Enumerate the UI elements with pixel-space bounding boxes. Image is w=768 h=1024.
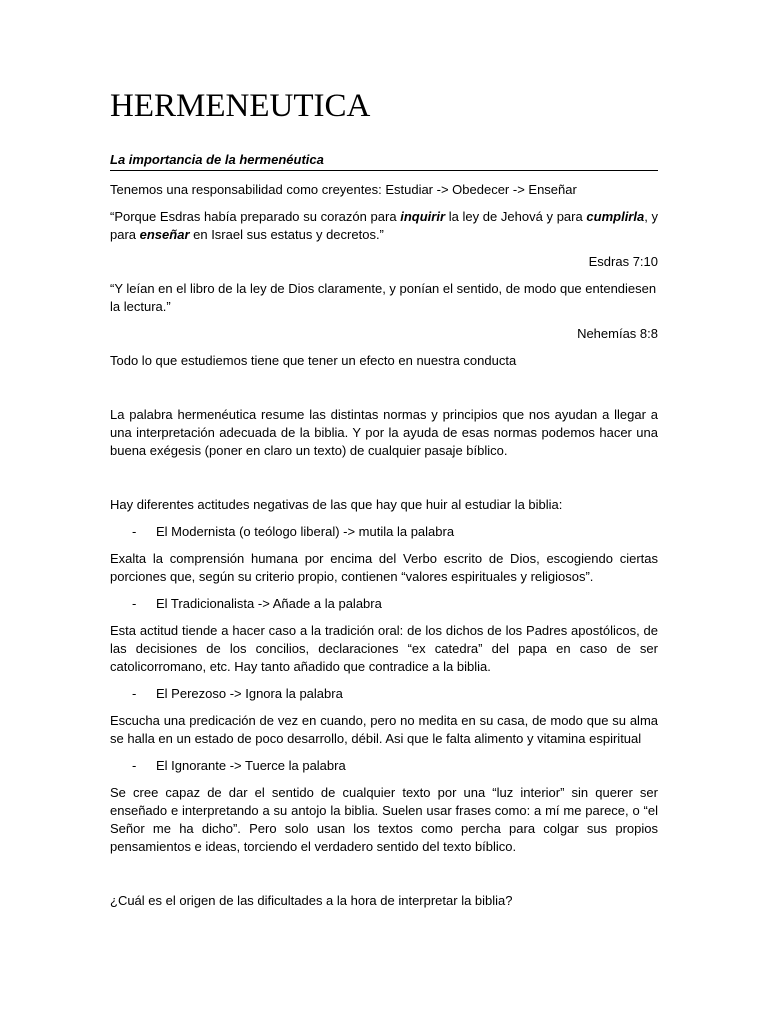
quote-text: en Israel sus estatus y decretos.” [189,227,384,242]
ezra-quote [110,208,658,244]
list-dash: - [132,596,137,611]
section-subtitle: La importancia de la hermenéutica [110,152,658,171]
ignorante-description: Se cree capaz de dar el sentido de cualquier texto por una “luz interior” sin querer ser enseñado e interpretando a su antojo la biblia. Suelen usar frases como: a mí me parece, o “el Señor me ha dicho”. Pero solo usan los textos como percha para colgar sus propios pensamientos e ideas, torciendo el verdadero sentido del texto bíblico. [110,785,658,854]
nehemiah-quote: “Y leían en el libro de la ley de Dios claramente, y ponían el sentido, de modo que entendiesen la lectura.” [110,281,657,314]
quote-emphasis-inquirir: inquirir [400,209,446,224]
tradicionalista-description: Esta actitud tiende a hacer caso a la tradición oral: de los dichos de los Padres apostólicos, de las decisiones de los concilios, declaraciones “ex catedra” del papa en caso de ser catolicorromano, etc. Hay tanto añadido que contradice a la biblia. [110,623,658,674]
nehemiah-reference: Nehemías 8:8 [577,326,658,341]
list-dash: - [132,758,137,773]
quote-text: la ley de Jehová y para [445,209,587,224]
hermeneutics-definition-paragraph: La palabra hermenéutica resume las distintas normas y principios que nos ayudan a llegar a una interpretación adecuada de la biblia. Y por la ayuda de esas normas podemos hacer una buena exégesis (poner en claro un texto) de cualquier pasaje bíblico. [110,407,658,458]
list-dash: - [132,686,137,701]
list-item-tradicionalista [110,595,658,613]
list-item-label: El Ignorante -> Tuerce la palabra [156,758,346,773]
conduct-paragraph: Todo lo que estudiemos tiene que tener un efecto en nuestra conducta [110,353,517,368]
quote-text: “Porque Esdras había preparado su corazón para [110,209,401,224]
perezoso-description: Escucha una predicación de vez en cuando, pero no medita en su casa, de modo que su alma se halla en un estado de poco desarrollo, débil. Asi que le falta alimento y vitamina espiritual [110,713,658,746]
list-item-label: El Modernista (o teólogo liberal) -> mutila la palabra [156,524,455,539]
list-dash: - [132,524,137,539]
quote-emphasis-ensenar: enseñar [139,227,190,242]
question-paragraph: ¿Cuál es el origen de las dificultades a la hora de interpretar la biblia? [110,893,513,908]
list-item-ignorante [110,757,658,775]
list-item-modernista [110,523,658,541]
list-item-label: El Tradicionalista -> Añade a la palabra [156,596,382,611]
responsibility-paragraph: Tenemos una responsabilidad como creyentes: Estudiar -> Obedecer -> Enseñar [110,182,577,197]
ezra-reference: Esdras 7:10 [588,254,658,269]
list-item-perezoso [110,685,658,703]
document-title: HERMENEUTICA [110,88,371,124]
attitudes-intro-paragraph: Hay diferentes actitudes negativas de las que hay que huir al estudiar la biblia: [110,497,563,512]
quote-emphasis-cumplirla: cumplirla [586,209,645,224]
page-content [110,86,658,910]
modernista-description: Exalta la comprensión humana por encima del Verbo escrito de Dios, escogiendo ciertas porciones que, según su criterio propio, contienen “valores espirituales y religiosos”. [110,551,658,584]
list-item-label: El Perezoso -> Ignora la palabra [156,686,343,701]
quote-text: , y para [110,209,658,242]
